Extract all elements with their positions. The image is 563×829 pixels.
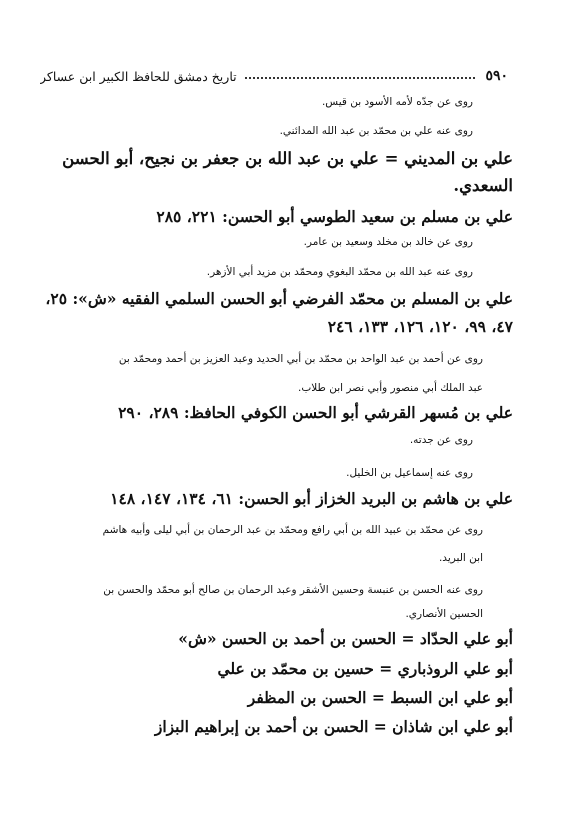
narration-line: روى عنه الحسن بن عنبسة وحسين الأشقر وعبد الرحمان بن صالح أبو محمّد والحسن بن — [103, 584, 483, 596]
narration-line: روى عن أحمد بن عبد الواحد بن محمّد بن أبي الحديد وعبد العزيز بن أحمد ومحمّد بن — [118, 353, 483, 365]
entry-heading: علي بن هاشم بن البريد الخزاز أبو الحسن: ٦١، ١٣٤، ١٤٧، ١٤٨ — [110, 489, 513, 508]
entry-heading: علي بن المديني = علي بن عبد الله بن جعفر بن نجيح، أبو الحسن — [62, 149, 513, 168]
entry-heading: علي بن مسلم بن سعيد الطوسي أبو الحسن: ٢٢١، ٢٨٥ — [156, 207, 513, 226]
book-title: تاريخ دمشق للحافظ الكبير ابن عساكر — [40, 68, 237, 84]
narration-line: روى عن خالد بن مخلد وسعيد بن عامر. — [303, 236, 473, 248]
cross-reference-entry: أبو علي الروذباري = حسين بن محمّد بن علي — [217, 659, 513, 678]
entry-heading: علي بن المسلم بن محمّد الفرضي أبو الحسن السلمي الفقيه «ش»: ٢٥، — [45, 289, 513, 308]
narration-line: روى عنه عبد الله بن محمّد البغوي ومحمّد بن مزيد أبي الأزهر. — [206, 266, 473, 278]
narration-line: روى عنه إسماعيل بن الخليل. — [346, 467, 473, 479]
narration-line: روى عنه علي بن محمّد بن عبد الله المدائني. — [279, 125, 473, 137]
cross-reference-entry: أبو علي ابن السبط = الحسن بن المظفر — [247, 688, 513, 707]
narration-line: ابن البريد. — [438, 552, 483, 564]
cross-reference-entry: أبو علي ابن شاذان = الحسن بن أحمد بن إبراهيم البزاز — [154, 717, 513, 736]
header-leader-dots — [245, 77, 476, 79]
page-number: ٥٩٠ — [485, 68, 508, 84]
entry-heading-continuation: السعدي. — [453, 176, 513, 195]
narration-line: عبد الملك أبي منصور وأبي نصر ابن طلاب. — [298, 382, 483, 394]
entry-heading: علي بن مُسهر القرشي أبو الحسن الكوفي الحافظ: ٢٨٩، ٢٩٠ — [118, 403, 513, 422]
narration-line: روى عن جدّه لأمه الأسود بن قيس. — [321, 96, 473, 108]
narration-line: الحسين الأنصاري. — [405, 608, 483, 620]
running-header — [40, 66, 508, 86]
narration-line: روى عن جدته. — [409, 434, 473, 446]
entry-heading-continuation: ٤٧، ٩٩، ١٢٠، ١٢٦، ١٣٣، ٢٤٦ — [327, 317, 513, 336]
cross-reference-entry: أبو علي الحدّاد = الحسن بن أحمد بن الحسن «ش» — [178, 629, 513, 648]
narration-line: روى عن محمّد بن عبيد الله بن أبي رافع ومحمّد بن عبد الرحمان بن أبي ليلى وأبيه هاشم — [102, 524, 483, 536]
